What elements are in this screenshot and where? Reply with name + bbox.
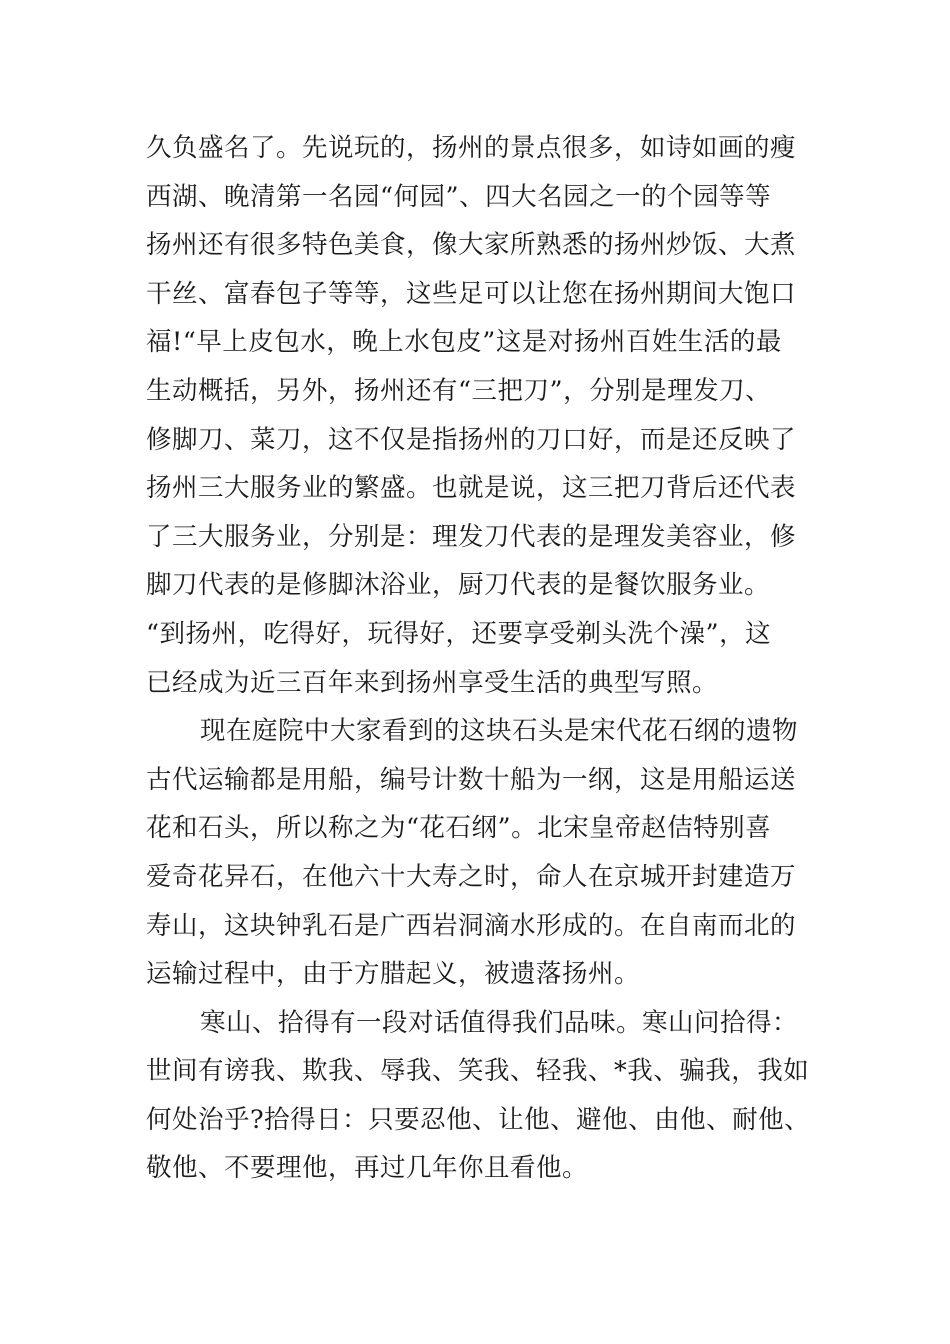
paragraph-1: [146, 124, 810, 707]
text-line: 了三大服务业，分别是：理发刀代表的是理发美容业，修: [146, 521, 797, 552]
paragraph-3: [146, 999, 810, 1193]
text-line: 扬州还有很多特色美食，像大家所熟悉的扬州炒饭、大煮: [146, 230, 797, 261]
text-line: 修脚刀、菜刀，这不仅是指扬州的刀口好，而是还反映了: [146, 424, 797, 455]
text-line: 脚刀代表的是修脚沐浴业，厨刀代表的是餐饮服务业。: [146, 570, 771, 601]
text-line: 干丝、富春包子等等，这些足可以让您在扬州期间大饱口: [146, 278, 797, 309]
text-line: 世间有谤我、欺我、辱我、笑我、轻我、*我、骗我，我如: [146, 1056, 810, 1087]
paragraph-2: [146, 707, 810, 999]
text-line: 福!“早上皮包水，晚上水包皮”这是对扬州百姓生活的最: [146, 327, 782, 358]
text-line: 运输过程中，由于方腊起义，被遗落扬州。: [146, 959, 641, 990]
text-line: 古代运输都是用船，编号计数十船为一纲，这是用船运送: [146, 764, 797, 795]
text-line: 久负盛名了。先说玩的，扬州的景点很多，如诗如画的瘦: [146, 133, 797, 163]
text-line: 生动概括，另外，扬州还有“三把刀”，分别是理发刀、: [146, 375, 772, 406]
text-line: 寿山，这块钟乳石是广西岩洞滴水形成的。在自南而北的: [146, 910, 797, 941]
document-body: [146, 124, 810, 1193]
text-line: 西湖、晚清第一名园“何园”、四大名园之一的个园等等: [146, 181, 772, 212]
text-line: 扬州三大服务业的繁盛。也就是说，这三把刀背后还代表: [146, 473, 797, 504]
text-line: “到扬州，吃得好，玩得好，还要享受剃头洗个澡”，这: [146, 618, 772, 649]
text-line: 爱奇花异石，在他六十大寿之时，命人在京城开封建造万: [146, 861, 797, 892]
text-line: 现在庭院中大家看到的这块石头是宋代花石纲的遗物: [200, 716, 799, 747]
text-line: 已经成为近三百年来到扬州享受生活的典型写照。: [146, 667, 719, 698]
text-line: 敬他、不要理他，再过几年你且看他。: [146, 1153, 589, 1184]
text-line: 花和石头，所以称之为“花石纲”。北宋皇帝赵佶特别喜: [146, 813, 772, 844]
text-line: 寒山、拾得有一段对话值得我们品味。寒山问拾得：: [200, 1007, 799, 1038]
text-line: 何处治乎?拾得日：只要忍他、让他、避他、由他、耐他、: [146, 1104, 811, 1135]
